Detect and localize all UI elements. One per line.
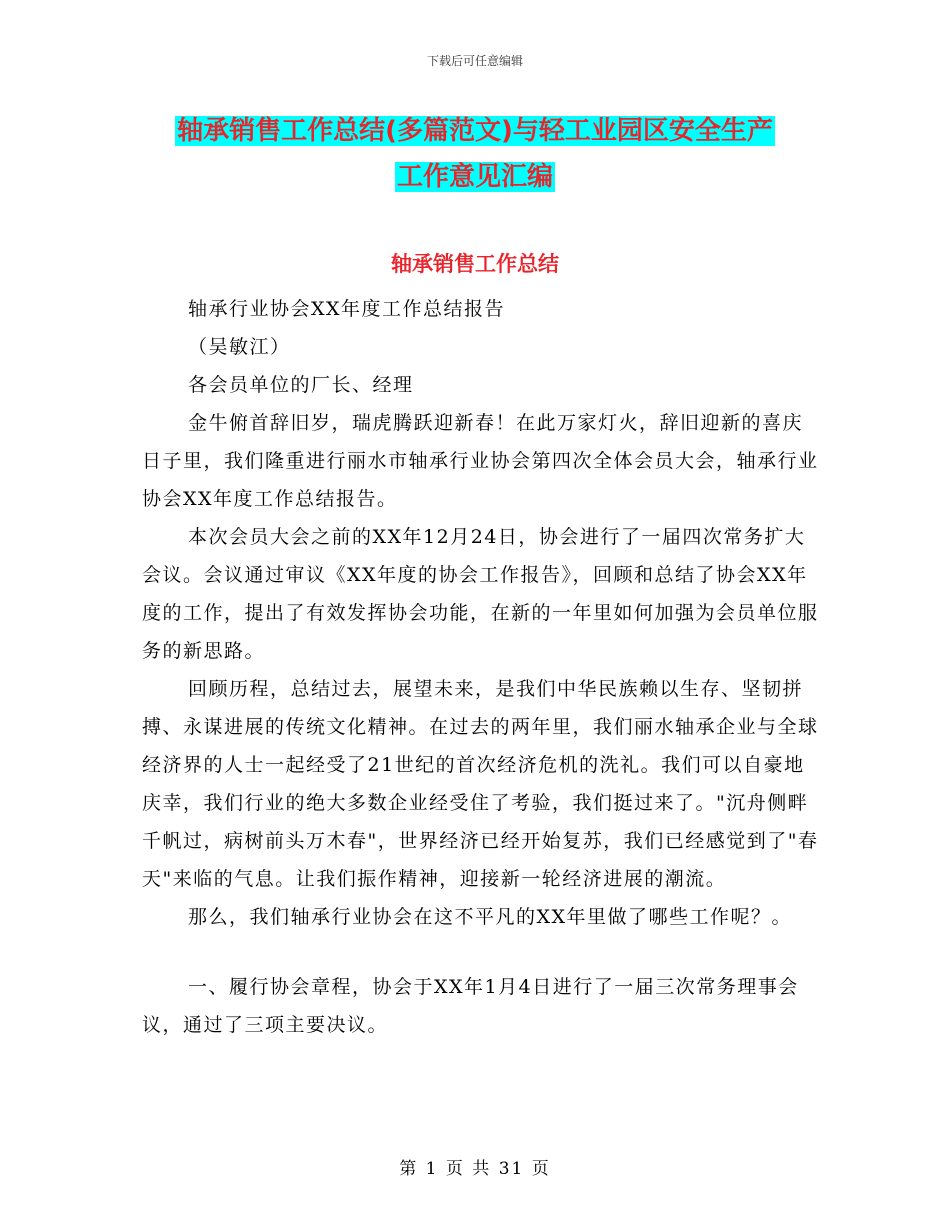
report-title-line: 轴承行业协会XX年度工作总结报告	[188, 298, 506, 320]
page-footer: 第 1 页 共 31 页	[399, 1159, 551, 1179]
header-note: 下载后可任意编辑	[426, 54, 523, 68]
title-line-2: 工作意见汇编	[396, 162, 553, 192]
paragraph: 金牛俯首辞旧岁，瑞虎腾跃迎新春！在此万家灯火，辞旧迎新的喜庆日子里，我们隆重进行丽水市轴承行业协会第四次全体会员大会，轴承行业协会XX年度工作总结报告。	[142, 412, 819, 510]
document-title	[140, 108, 810, 200]
paragraph: 本次会员大会之前的XX年12月24日，协会进行了一届四次常务扩大会议。会议通过审议《XX年度的协会工作报告》，回顾和总结了协会XX年度的工作，提出了有效发挥协会功能，在新的一年里如何加强为会员单位服务的新思路。	[142, 526, 819, 662]
section-title: 轴承销售工作总结	[391, 252, 559, 276]
paragraph: 回顾历程，总结过去，展望未来，是我们中华民族赖以生存、坚韧拼搏、永谋进展的传统文化精神。在过去的两年里，我们丽水轴承企业与全球经济界的人士一起经受了21世纪的首次经济危机的洗礼。我们可以自豪地庆幸，我们行业的绝大多数企业经受住了考验，我们挺过来了。"沉舟侧畔千帆过，病树前头万木春"，世界经济已经开始复苏，我们已经感觉到了"春天"来临的气息。让我们振作精神，迎接新一轮经济进展的潮流。	[142, 678, 819, 890]
paragraph: 一、履行协会章程，协会于XX年1月4日进行了一届三次常务理事会议，通过了三项主要决议。	[142, 976, 799, 1036]
title-line-1: 轴承销售工作总结(多篇范文)与轻工业园区安全生产	[177, 116, 773, 146]
paragraph: 那么，我们轴承行业协会在这不平凡的XX年里做了哪些工作呢？。	[188, 906, 793, 928]
salutation-line: 各会员单位的厂长、经理	[188, 374, 414, 396]
paragraph-gap	[142, 936, 822, 968]
author-line: （吴敏江）	[188, 336, 291, 358]
document-body	[142, 290, 822, 1044]
